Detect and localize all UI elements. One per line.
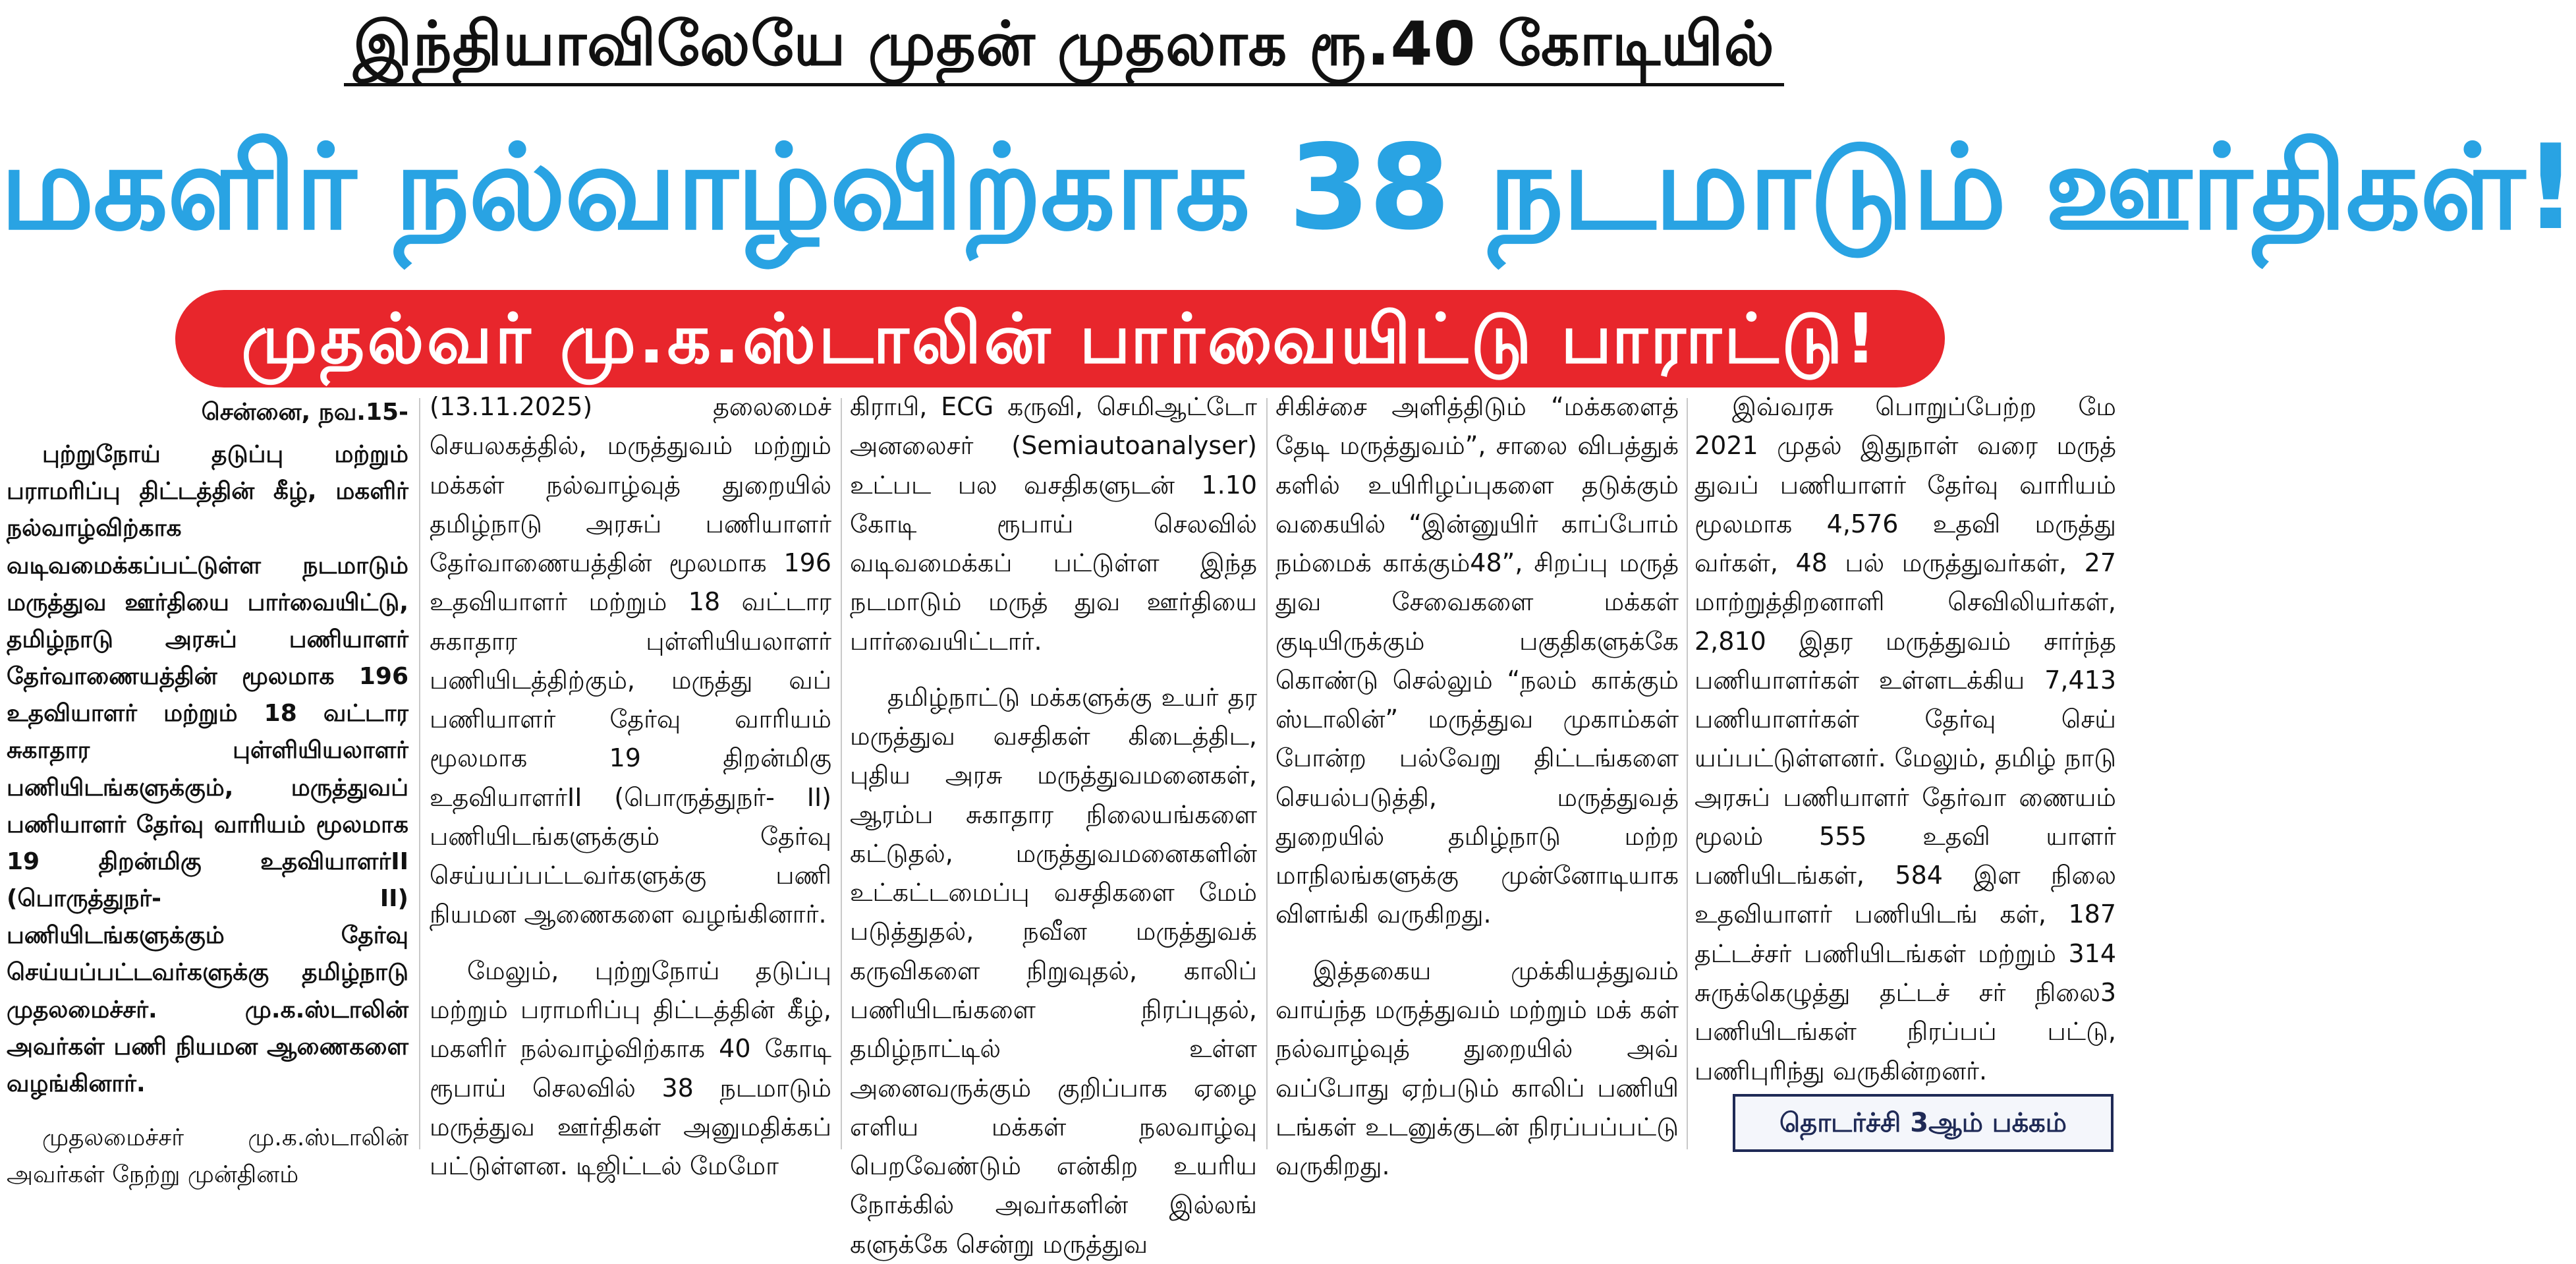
continued-on-page-box: தொடர்ச்சி 3ஆம் பக்கம் [1733, 1094, 2114, 1152]
article-column-5 [1694, 388, 2116, 1099]
article-column-1 [7, 388, 408, 1189]
paragraph: முதலமைச்சர் மு.க.ஸ்டாலின் அவர்கள் நேற்று முன்தினம் [7, 1124, 408, 1189]
main-headline: மகளிர் நல்வாழ்விற்காக 38 நடமாடும் ஊர்திகள்! [0, 119, 2576, 256]
kicker-line [0, 5, 2128, 86]
kicker-text: இந்தியாவிலேயே முதன் முதலாக ரூ.40 கோடியில் [344, 5, 1784, 86]
paragraph: (13.11.2025) தலைமைச் செயலகத்தில், மருத்துவம் மற்றும் மக்கள் நல்வாழ்வுத் துறையில் தமிழ்நாடு அரசுப் பணியாளர் தேர்வாணையத்தின் மூலமாக 196 உதவியாளர் மற்றும் 18 வட்டார சுகாதார புள்ளியியலாளர் பணியிடத்திற்கும், மருத்து வப் பணியாளர் தேர்வு வாரியம் மூலமாக 19 திறன்மிகு உதவியாளர்II (பொருத்துநர்- II) பணியிடங்களுக்கும் தேர்வு செய்யப்பட்டவர்களுக்கு பணி நியமன ஆணைகளை வழங்கினார். [430, 392, 831, 929]
article-column-4 [1275, 388, 1679, 1181]
paragraph: மேலும், புற்றுநோய் தடுப்பு மற்றும் பராமரிப்பு திட்டத்தின் கீழ், மகளிர் நல்வாழ்விற்காக 40 கோடி ரூபாய் செலவில் 38 நடமாடும் மருத்துவ ஊர்திகள் அனுமதிக்கப் பட்டுள்ளன. டிஜிட்டல் மேமோ [430, 956, 831, 1181]
article-column-3 [850, 388, 1257, 1259]
paragraph: இத்தகைய முக்கியத்துவம் வாய்ந்த மருத்துவம் மற்றும் மக் கள் நல்வாழ்வுத் துறையில் அவ் வப்போது ஏற்படும் காலிப் பணியி டங்கள் உடனுக்குடன் நிரப்பப்பட்டு வருகிறது. [1275, 956, 1679, 1181]
banner-text: முதல்வர் மு.க.ஸ்டாலின் பார்வையிட்டு பாராட்டு! [241, 299, 1879, 379]
article-column-2 [430, 388, 831, 1181]
paragraph: தமிழ்நாட்டு மக்களுக்கு உயர் தர மருத்துவ வசதிகள் கிடைத்திட, புதிய அரசு மருத்துவமனைகள், ஆரம்ப சுகாதார நிலையங்களை கட்டுதல், மருத்துவமனைகளின் உட்கட்டமைப்பு வசதிகளை மேம் படுத்துதல், நவீன மருத்துவக் கருவிகளை நிறுவுதல், காலிப் பணியிடங்களை நிரப்புதல், தமிழ்நாட்டில் உள்ள அனைவருக்கும் குறிப்பாக ஏழை எளிய மக்கள் நலவாழ்வு பெறவேண்டும் என்கிற உயரிய நோக்கில் அவர்களின் இல்லங் களுக்கே சென்று மருத்துவ [850, 682, 1257, 1259]
paragraph: கிராபி, ECG கருவி, செமிஆட்டோ அனலைசர் (Semiautoanalyser) உட்பட பல வசதிகளுடன் 1.10 கோடி ரூபாய் செலவில் வடிவமைக்கப் பட்டுள்ள இந்த நடமாடும் மருத் துவ ஊர்தியை பார்வையிட்டார். [850, 392, 1257, 656]
paragraph: சிகிச்சை அளித்திடும் “மக்களைத் தேடி மருத்துவம்”, சாலை விபத்துக் களில் உயிரிழப்புகளை தடுக்கும் வகையில் “இன்னுயிர் காப்போம் நம்மைக் காக்கும்48”, சிறப்பு மருத் துவ சேவைகளை மக்கள் குடியிருக்கும் பகுதிகளுக்கே கொண்டு செல்லும் “நலம் காக்கும் ஸ்டாலின்” மருத்துவ முகாம்கள் போன்ற பல்வேறு திட்டங்களை செயல்படுத்தி, மருத்துவத் துறையில் தமிழ்நாடு மற்ற மாநிலங்களுக்கு முன்னோடியாக விளங்கி வருகிறது. [1275, 392, 1679, 929]
article-body [0, 388, 2128, 1259]
paragraph: இவ்வரசு பொறுப்பேற்ற மே 2021 முதல் இதுநாள் வரை மருத் துவப் பணியாளர் தேர்வு வாரியம் மூலமாக 4,576 உதவி மருத்து வர்கள், 48 பல் மருத்துவர்கள், 27 மாற்றுத்திறனாளி செவிலியர்கள், 2,810 இதர மருத்துவம் சார்ந்த பணியாளர்கள் உள்ளடக்கிய 7,413 பணியாளர்கள் தேர்வு செய் யப்பட்டுள்ளனர். மேலும், தமிழ் நாடு அரசுப் பணியாளர் தேர்வா ணையம் மூலம் 555 உதவி யாளர் பணியிடங்கள், 584 இள நிலை உதவியாளர் பணியிடங் கள், 187 தட்டச்சர் பணியிடங்கள் மற்றும் 314 சுருக்கெழுத்து தட்டச் சர் நிலை3 பணியிடங்கள் நிரப்பப் பட்டு, பணிபுரிந்து வருகின்றனர். [1694, 392, 2116, 1085]
headline-banner [175, 290, 1945, 388]
dateline: சென்னை, நவ.15- [201, 399, 408, 426]
lead-paragraph: புற்றுநோய் தடுப்பு மற்றும் பராமரிப்பு திட்டத்தின் கீழ், மகளிர் நல்வாழ்விற்காக வடிவமைக்கப்பட்டுள்ள நடமாடும் மருத்துவ ஊர்தியை பார்வையிட்டு, தமிழ்நாடு அரசுப் பணியாளர் தேர்வாணையத்தின் மூலமாக 196 உதவியாளர் மற்றும் 18 வட்டார சுகாதார புள்ளியியலாளர் பணியிடங்களுக்கும், மருத்துவப் பணியாளர் தேர்வு வாரியம் மூலமாக 19 திறன்மிகு உதவியாளர்II (பொருத்துநர்- II) பணியிடங்களுக்கும் தேர்வு செய்யப்பட்டவர்களுக்கு தமிழ்நாடு முதலமைச்சர். மு.க.ஸ்டாலின் அவர்கள் பணி நியமன ஆணைகளை வழங்கினார். [7, 441, 408, 1097]
